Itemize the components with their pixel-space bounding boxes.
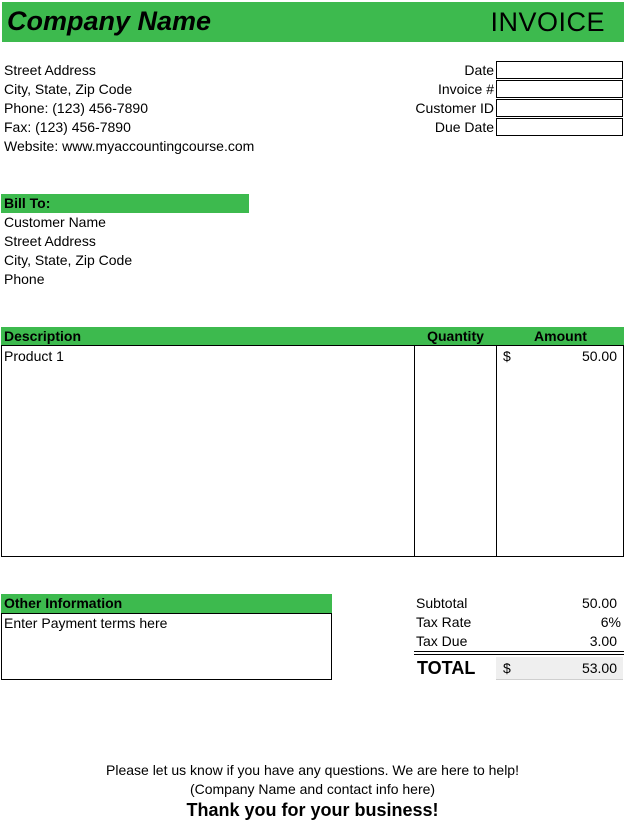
col-description-header: Description (4, 328, 82, 344)
bill-to-customer-name: Customer Name (4, 214, 106, 230)
total-value: 53.00 (581, 660, 617, 676)
bill-to-city: City, State, Zip Code (4, 252, 133, 268)
item-currency: $ (503, 348, 511, 364)
date-label: Date (464, 62, 494, 78)
due-date-label: Due Date (434, 119, 494, 135)
total-rule-top (414, 651, 624, 652)
bill-to-phone: Phone (4, 271, 45, 287)
subtotal-label: Subtotal (416, 595, 468, 611)
customer-id-field[interactable] (496, 99, 623, 117)
tax-rate-value[interactable]: 6% (600, 614, 621, 630)
column-divider (414, 345, 415, 557)
items-table (1, 345, 624, 557)
payment-terms-text: Enter Payment terms here (4, 615, 168, 631)
date-field[interactable] (496, 61, 623, 79)
subtotal-value: 50.00 (581, 595, 617, 611)
bill-to-heading: Bill To: (1, 194, 249, 213)
col-quantity-header: Quantity (427, 328, 484, 344)
company-name: Company Name (7, 6, 212, 36)
customer-id-label: Customer ID (415, 100, 494, 116)
invoice-number-label: Invoice # (437, 81, 494, 97)
due-date-field[interactable] (496, 118, 623, 136)
footer-questions: Please let us know if you have any questions. We are here to help! (106, 762, 519, 778)
footer-thank-you: Thank you for your business! (186, 800, 439, 820)
tax-due-label: Tax Due (416, 633, 468, 649)
tax-rate-label: Tax Rate (416, 614, 472, 630)
company-website: Website: www.myaccountingcourse.com (4, 138, 255, 154)
tax-due-value: 3.00 (589, 633, 617, 649)
item-description[interactable]: Product 1 (4, 348, 64, 364)
other-info-heading: Other Information (1, 594, 332, 613)
bill-to-street: Street Address (4, 233, 96, 249)
company-city: City, State, Zip Code (4, 81, 133, 97)
company-phone: Phone: (123) 456-7890 (4, 100, 148, 116)
company-street: Street Address (4, 62, 96, 78)
col-amount-header: Amount (534, 328, 587, 344)
total-label: TOTAL (417, 658, 476, 678)
column-divider (496, 345, 497, 557)
company-fax: Fax: (123) 456-7890 (4, 119, 131, 135)
footer-contact: (Company Name and contact info here) (189, 781, 436, 797)
invoice-title: INVOICE (490, 7, 605, 37)
total-rule-bottom (414, 654, 624, 655)
item-amount[interactable]: 50.00 (581, 348, 617, 364)
total-currency: $ (503, 660, 511, 676)
invoice-number-field[interactable] (496, 80, 623, 98)
